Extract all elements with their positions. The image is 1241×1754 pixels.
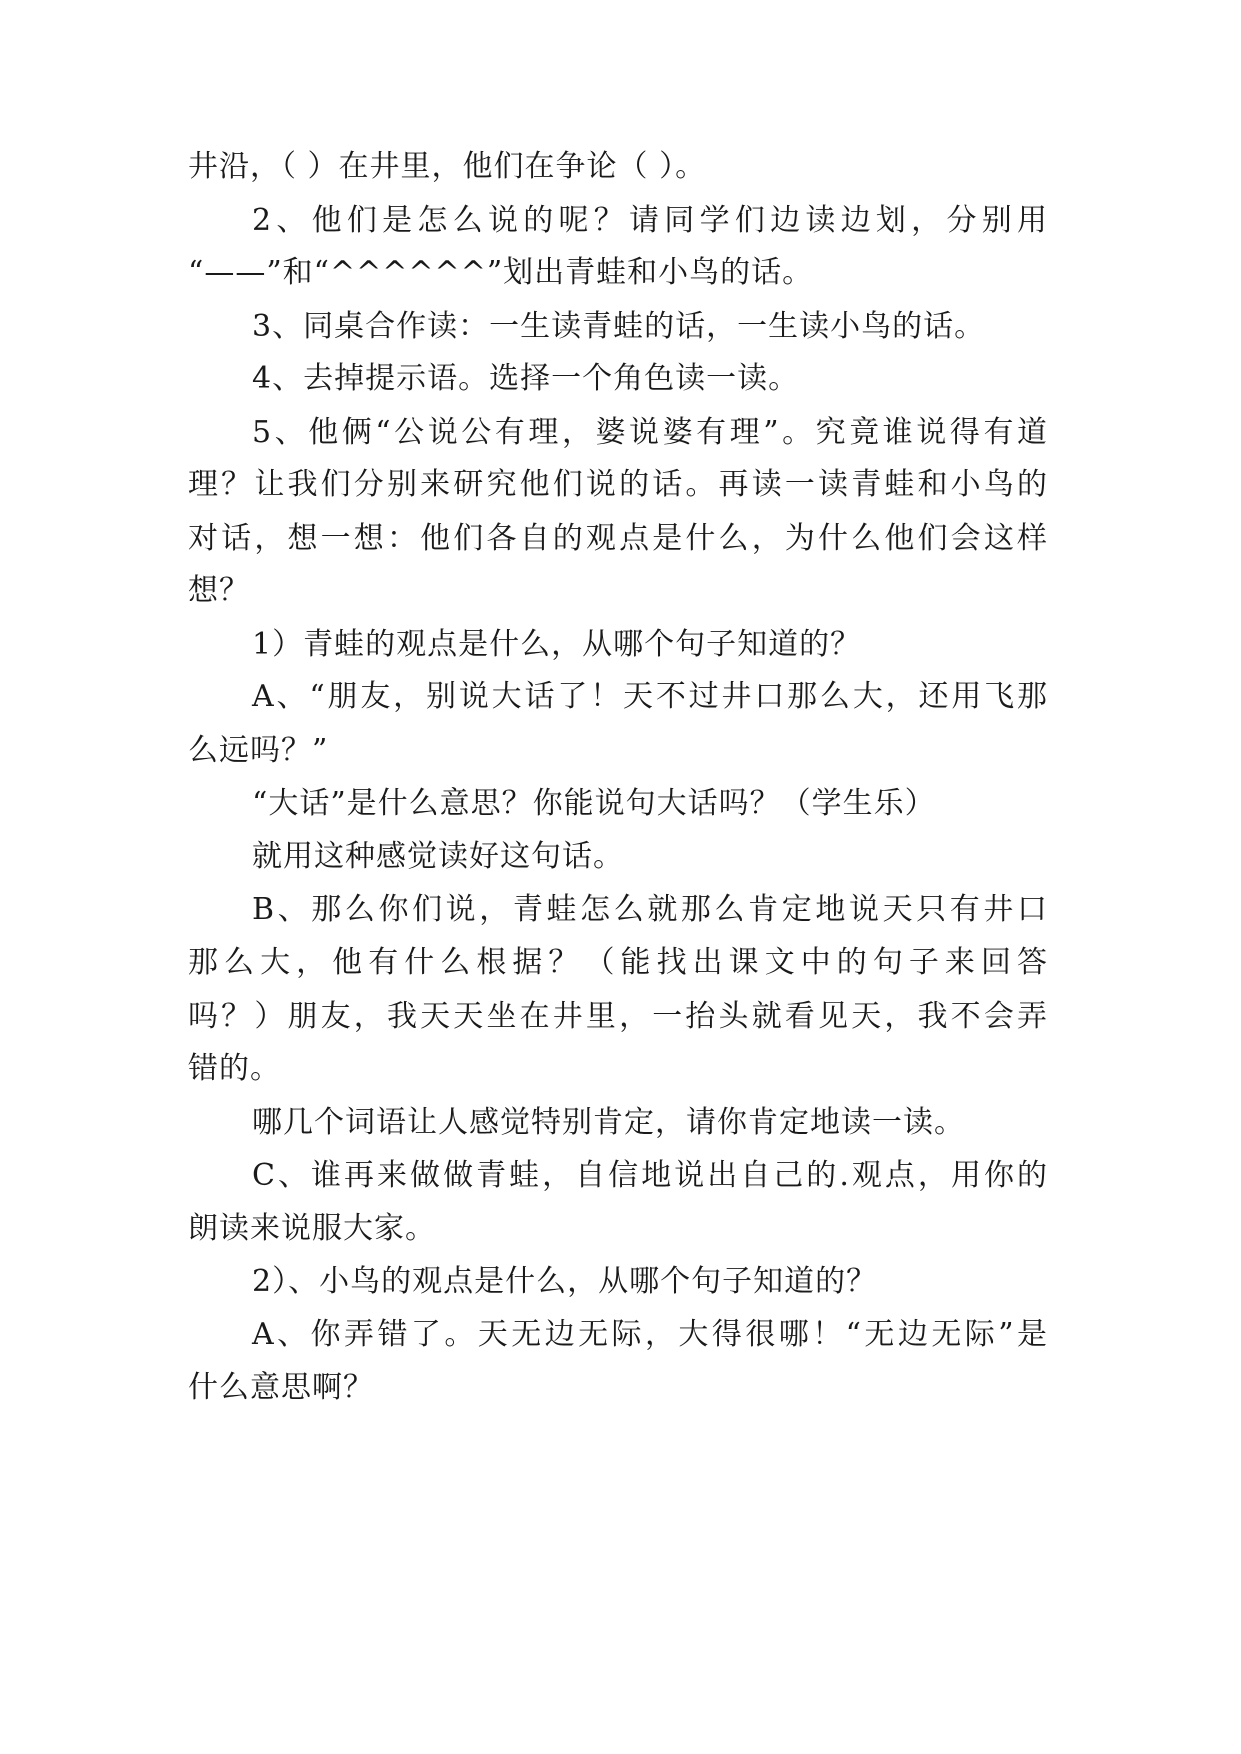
text-line: “大话”是什么意思？你能说句大话吗？（学生乐）	[252, 786, 936, 821]
text-line: 井沿，（ ）在井里，他们在争论（ ）。	[188, 149, 707, 184]
text-line: 么远吗？”	[188, 733, 329, 768]
text-line: 1）青蛙的观点是什么，从哪个句子知道的？	[252, 627, 862, 662]
text-line: 想？	[188, 573, 250, 608]
text-line: 哪几个词语让人感觉特别肯定，请你肯定地读一读。	[252, 1105, 965, 1140]
text-line: 错的。	[188, 1051, 281, 1086]
text-line: 对话，想一想：他们各自的观点是什么，为什么他们会这样	[188, 521, 1048, 556]
text-line: 就用这种感觉读好这句话。	[252, 839, 624, 874]
text-line: B、那么你们说，青蛙怎么就那么肯定地说天只有井口	[252, 892, 1048, 927]
text-line: “——”和“^^^^^^”划出青蛙和小鸟的话。	[188, 255, 814, 290]
text-line: 朗读来说服大家。	[188, 1211, 436, 1246]
text-line: 2、他们是怎么说的呢？请同学们边读边划，分别用	[252, 203, 1048, 238]
text-line: 什么意思啊？	[188, 1370, 374, 1405]
text-line: 那么大，他有什么根据？（能找出课文中的句子来回答	[188, 945, 1048, 980]
text-line: 理？让我们分别来研究他们说的话。再读一读青蛙和小鸟的	[188, 467, 1048, 502]
text-line: 3、同桌合作读：一生读青蛙的话，一生读小鸟的话。	[252, 309, 986, 344]
text-line: 吗？）朋友，我天天坐在井里，一抬头就看见天，我不会弄	[188, 999, 1048, 1034]
text-line: A、你弄错了。天无边无际，大得很哪！“无边无际”是	[252, 1317, 1048, 1352]
text-line: 5、他俩“公说公有理，婆说婆有理”。究竟谁说得有道	[252, 415, 1048, 450]
text-line: 2）、小鸟的观点是什么，从哪个句子知道的？	[252, 1264, 878, 1299]
text-line: 4、去掉提示语。选择一个角色读一读。	[252, 361, 800, 396]
text-line: A、“朋友，别说大话了！天不过井口那么大，还用飞那	[252, 679, 1048, 714]
text-line: C、谁再来做做青蛙，自信地说出自己的.观点，用你的	[252, 1158, 1048, 1193]
